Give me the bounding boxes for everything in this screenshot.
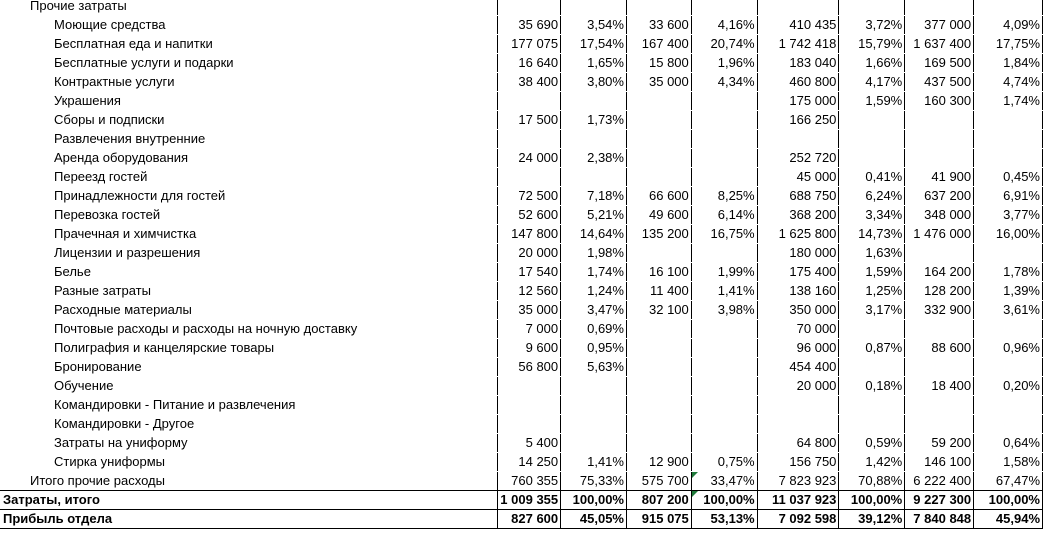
value-cell[interactable]: 175 000 — [757, 92, 839, 111]
value-cell[interactable]: 17 540 — [498, 263, 561, 282]
value-cell[interactable]: 128 200 — [905, 282, 974, 301]
value-cell[interactable]: 45,94% — [974, 510, 1043, 529]
value-cell[interactable]: 49 600 — [626, 206, 691, 225]
value-cell[interactable] — [626, 377, 691, 396]
value-cell[interactable]: 1,73% — [561, 111, 627, 130]
row-label[interactable]: Сборы и подписки — [0, 111, 498, 130]
table-row — [0, 54, 1043, 73]
value-cell[interactable]: 3,98% — [691, 301, 757, 320]
row-label[interactable]: Лицензии и разрешения — [0, 244, 498, 263]
value-cell[interactable]: 1,41% — [691, 282, 757, 301]
value-cell[interactable] — [691, 377, 757, 396]
value-cell[interactable]: 177 075 — [498, 35, 561, 54]
row-label[interactable]: Перевозка гостей — [0, 206, 498, 225]
value-cell[interactable]: 807 200 — [626, 491, 691, 510]
value-cell[interactable] — [974, 320, 1043, 339]
value-cell[interactable]: 16,75% — [691, 225, 757, 244]
value-cell[interactable]: 20 000 — [757, 377, 839, 396]
value-cell[interactable] — [691, 244, 757, 263]
value-cell[interactable]: 135 200 — [626, 225, 691, 244]
value-cell[interactable]: 350 000 — [757, 301, 839, 320]
value-cell[interactable]: 14,64% — [561, 225, 627, 244]
value-cell[interactable]: 454 400 — [757, 358, 839, 377]
row-label[interactable]: Затраты на униформу — [0, 434, 498, 453]
value-cell[interactable] — [691, 111, 757, 130]
table-row — [0, 130, 1043, 149]
cell[interactable] — [757, 0, 839, 16]
value-cell[interactable] — [691, 320, 757, 339]
value-cell[interactable] — [839, 320, 905, 339]
value-cell[interactable]: 5 400 — [498, 434, 561, 453]
value-cell[interactable]: 7,18% — [561, 187, 627, 206]
row-label[interactable]: Контрактные услуги — [0, 73, 498, 92]
value-cell[interactable]: 166 250 — [757, 111, 839, 130]
value-cell[interactable]: 15 800 — [626, 54, 691, 73]
row-label[interactable]: Расходные материалы — [0, 301, 498, 320]
value-cell[interactable]: 18 400 — [905, 377, 974, 396]
value-cell[interactable]: 1,99% — [691, 263, 757, 282]
value-cell[interactable] — [905, 396, 974, 415]
table-row — [0, 301, 1043, 320]
value-cell[interactable] — [626, 130, 691, 149]
value-cell[interactable] — [626, 320, 691, 339]
value-cell[interactable]: 6,91% — [974, 187, 1043, 206]
row-label[interactable]: Бесплатная еда и напитки — [0, 35, 498, 54]
value-cell[interactable] — [561, 434, 627, 453]
cell[interactable] — [691, 0, 757, 16]
value-cell[interactable] — [905, 149, 974, 168]
value-cell[interactable]: 0,96% — [974, 339, 1043, 358]
value-cell[interactable]: 167 400 — [626, 35, 691, 54]
table-row — [0, 225, 1043, 244]
value-cell[interactable]: 410 435 — [757, 16, 839, 35]
row-label[interactable]: Затраты, итого — [0, 491, 498, 510]
value-cell[interactable] — [905, 320, 974, 339]
value-cell[interactable]: 12 900 — [626, 453, 691, 472]
value-cell[interactable] — [839, 130, 905, 149]
value-cell[interactable]: 35 000 — [498, 301, 561, 320]
value-cell[interactable] — [839, 149, 905, 168]
value-cell[interactable]: 1,59% — [839, 263, 905, 282]
value-cell[interactable] — [757, 396, 839, 415]
value-cell[interactable]: 146 100 — [905, 453, 974, 472]
value-cell[interactable] — [905, 358, 974, 377]
table-row — [0, 244, 1043, 263]
row-label[interactable]: Командировки - Питание и развлечения — [0, 396, 498, 415]
row-label[interactable]: Развлечения внутренние — [0, 130, 498, 149]
value-cell[interactable]: 6,24% — [839, 187, 905, 206]
value-cell[interactable]: 7 000 — [498, 320, 561, 339]
row-label[interactable]: Принадлежности для гостей — [0, 187, 498, 206]
value-cell[interactable]: 14,73% — [839, 225, 905, 244]
value-cell[interactable]: 160 300 — [905, 92, 974, 111]
value-cell[interactable]: 24 000 — [498, 149, 561, 168]
value-cell[interactable]: 35 690 — [498, 16, 561, 35]
row-label[interactable]: Аренда оборудования — [0, 149, 498, 168]
value-cell[interactable]: 7 823 923 — [757, 472, 839, 491]
value-cell[interactable]: 1,74% — [561, 263, 627, 282]
value-cell[interactable]: 1 009 355 — [498, 491, 561, 510]
value-cell[interactable] — [691, 358, 757, 377]
value-cell[interactable]: 9 600 — [498, 339, 561, 358]
value-cell[interactable]: 1,74% — [974, 92, 1043, 111]
value-cell[interactable]: 688 750 — [757, 187, 839, 206]
value-cell[interactable]: 437 500 — [905, 73, 974, 92]
value-cell[interactable]: 1,39% — [974, 282, 1043, 301]
value-cell[interactable] — [561, 168, 627, 187]
value-cell[interactable] — [498, 396, 561, 415]
value-cell[interactable] — [691, 92, 757, 111]
value-cell[interactable] — [839, 111, 905, 130]
value-cell[interactable] — [974, 111, 1043, 130]
value-cell[interactable]: 39,12% — [839, 510, 905, 529]
value-cell[interactable] — [561, 92, 627, 111]
value-cell[interactable] — [691, 396, 757, 415]
value-cell[interactable] — [626, 339, 691, 358]
value-cell[interactable]: 1,24% — [561, 282, 627, 301]
value-cell[interactable]: 180 000 — [757, 244, 839, 263]
value-cell[interactable] — [691, 415, 757, 434]
value-cell[interactable] — [839, 396, 905, 415]
row-label[interactable]: Переезд гостей — [0, 168, 498, 187]
value-cell[interactable]: 827 600 — [498, 510, 561, 529]
value-cell[interactable]: 88 600 — [905, 339, 974, 358]
value-cell[interactable] — [498, 415, 561, 434]
value-cell[interactable]: 66 600 — [626, 187, 691, 206]
table-row — [0, 491, 1043, 510]
value-cell[interactable]: 0,95% — [561, 339, 627, 358]
row-label[interactable]: Разные затраты — [0, 282, 498, 301]
value-cell[interactable]: 0,69% — [561, 320, 627, 339]
row-label[interactable]: Прачечная и химчистка — [0, 225, 498, 244]
cell[interactable] — [905, 0, 974, 16]
value-cell[interactable] — [839, 358, 905, 377]
value-cell[interactable]: 7 840 848 — [905, 510, 974, 529]
value-cell[interactable] — [626, 111, 691, 130]
value-cell[interactable]: 1 637 400 — [905, 35, 974, 54]
value-cell[interactable]: 33,47% — [691, 472, 757, 491]
value-cell[interactable]: 1,25% — [839, 282, 905, 301]
value-cell[interactable] — [905, 415, 974, 434]
row-label[interactable]: Полиграфия и канцелярские товары — [0, 339, 498, 358]
cell[interactable] — [498, 0, 561, 16]
value-cell[interactable] — [757, 130, 839, 149]
value-cell[interactable]: 75,33% — [561, 472, 627, 491]
value-cell[interactable]: 377 000 — [905, 16, 974, 35]
table-row — [0, 510, 1043, 529]
value-cell[interactable] — [905, 130, 974, 149]
value-cell[interactable]: 637 200 — [905, 187, 974, 206]
value-cell[interactable]: 45,05% — [561, 510, 627, 529]
value-cell[interactable]: 100,00% — [974, 491, 1043, 510]
value-cell[interactable] — [626, 415, 691, 434]
value-cell[interactable]: 52 600 — [498, 206, 561, 225]
value-cell[interactable]: 67,47% — [974, 472, 1043, 491]
cell[interactable] — [839, 0, 905, 16]
value-cell[interactable]: 156 750 — [757, 453, 839, 472]
value-cell[interactable]: 0,18% — [839, 377, 905, 396]
value-cell[interactable]: 0,75% — [691, 453, 757, 472]
value-cell[interactable] — [626, 396, 691, 415]
value-cell[interactable]: 41 900 — [905, 168, 974, 187]
value-cell[interactable]: 56 800 — [498, 358, 561, 377]
cell[interactable] — [974, 0, 1043, 16]
value-cell[interactable]: 20 000 — [498, 244, 561, 263]
value-cell[interactable]: 2,38% — [561, 149, 627, 168]
value-cell[interactable]: 460 800 — [757, 73, 839, 92]
value-cell[interactable]: 5,21% — [561, 206, 627, 225]
value-cell[interactable]: 4,74% — [974, 73, 1043, 92]
section-header-row — [0, 0, 1043, 16]
value-cell[interactable]: 7 092 598 — [757, 510, 839, 529]
value-cell[interactable]: 64 800 — [757, 434, 839, 453]
value-cell[interactable] — [498, 130, 561, 149]
value-cell[interactable]: 147 800 — [498, 225, 561, 244]
value-cell[interactable]: 17,54% — [561, 35, 627, 54]
value-cell[interactable]: 0,41% — [839, 168, 905, 187]
value-cell[interactable]: 96 000 — [757, 339, 839, 358]
value-cell[interactable]: 45 000 — [757, 168, 839, 187]
value-cell[interactable]: 4,09% — [974, 16, 1043, 35]
value-cell[interactable]: 1,59% — [839, 92, 905, 111]
table-row — [0, 453, 1043, 472]
row-label[interactable]: Итого прочие расходы — [0, 472, 498, 491]
value-cell[interactable]: 12 560 — [498, 282, 561, 301]
value-cell[interactable]: 9 227 300 — [905, 491, 974, 510]
value-cell[interactable]: 0,64% — [974, 434, 1043, 453]
table-row — [0, 73, 1043, 92]
table-row — [0, 92, 1043, 111]
value-cell[interactable]: 1,66% — [839, 54, 905, 73]
value-cell[interactable]: 1,63% — [839, 244, 905, 263]
value-cell[interactable]: 59 200 — [905, 434, 974, 453]
value-cell[interactable]: 332 900 — [905, 301, 974, 320]
value-cell[interactable]: 70 000 — [757, 320, 839, 339]
value-cell[interactable] — [498, 377, 561, 396]
value-cell[interactable]: 3,61% — [974, 301, 1043, 320]
table-row — [0, 187, 1043, 206]
value-cell[interactable] — [974, 358, 1043, 377]
value-cell[interactable]: 8,25% — [691, 187, 757, 206]
value-cell[interactable]: 6 222 400 — [905, 472, 974, 491]
value-cell[interactable] — [561, 377, 627, 396]
value-cell[interactable]: 1 742 418 — [757, 35, 839, 54]
value-cell[interactable]: 0,59% — [839, 434, 905, 453]
value-cell[interactable] — [974, 396, 1043, 415]
value-cell[interactable]: 4,34% — [691, 73, 757, 92]
value-cell[interactable]: 3,54% — [561, 16, 627, 35]
value-cell[interactable] — [626, 244, 691, 263]
value-cell[interactable] — [498, 168, 561, 187]
row-label[interactable]: Бесплатные услуги и подарки — [0, 54, 498, 73]
value-cell[interactable]: 4,16% — [691, 16, 757, 35]
value-cell[interactable] — [974, 244, 1043, 263]
row-label[interactable]: Обучение — [0, 377, 498, 396]
value-cell[interactable] — [561, 415, 627, 434]
value-cell[interactable]: 100,00% — [561, 491, 627, 510]
table-row — [0, 377, 1043, 396]
value-cell[interactable]: 1,65% — [561, 54, 627, 73]
value-cell[interactable]: 35 000 — [626, 73, 691, 92]
table-row — [0, 168, 1043, 187]
table-row — [0, 434, 1043, 453]
value-cell[interactable] — [626, 149, 691, 168]
value-cell[interactable]: 16,00% — [974, 225, 1043, 244]
value-cell[interactable] — [905, 244, 974, 263]
value-cell[interactable]: 3,34% — [839, 206, 905, 225]
table-row — [0, 358, 1043, 377]
table-row — [0, 415, 1043, 434]
value-cell[interactable] — [691, 339, 757, 358]
row-label[interactable]: Командировки - Другое — [0, 415, 498, 434]
value-cell[interactable]: 164 200 — [905, 263, 974, 282]
value-cell[interactable]: 3,77% — [974, 206, 1043, 225]
value-cell[interactable]: 1,98% — [561, 244, 627, 263]
value-cell[interactable]: 348 000 — [905, 206, 974, 225]
value-cell[interactable]: 11 037 923 — [757, 491, 839, 510]
value-cell[interactable]: 16 100 — [626, 263, 691, 282]
value-cell[interactable]: 70,88% — [839, 472, 905, 491]
row-label[interactable]: Прибыль отдела — [0, 510, 498, 529]
table-row — [0, 320, 1043, 339]
value-cell[interactable] — [974, 415, 1043, 434]
cell[interactable] — [561, 0, 627, 16]
value-cell[interactable]: 3,17% — [839, 301, 905, 320]
value-cell[interactable]: 100,00% — [839, 491, 905, 510]
value-cell[interactable]: 5,63% — [561, 358, 627, 377]
table-row — [0, 149, 1043, 168]
table-row — [0, 16, 1043, 35]
section-header-label[interactable]: Прочие затраты — [0, 0, 498, 16]
value-cell[interactable]: 100,00% — [691, 491, 757, 510]
value-cell[interactable] — [691, 434, 757, 453]
value-cell[interactable]: 1,41% — [561, 453, 627, 472]
value-cell[interactable]: 0,87% — [839, 339, 905, 358]
value-cell[interactable]: 11 400 — [626, 282, 691, 301]
value-cell[interactable]: 252 720 — [757, 149, 839, 168]
value-cell[interactable]: 1,78% — [974, 263, 1043, 282]
table-row — [0, 339, 1043, 358]
table-row — [0, 111, 1043, 130]
value-cell[interactable]: 1 625 800 — [757, 225, 839, 244]
table-row — [0, 263, 1043, 282]
value-cell[interactable]: 33 600 — [626, 16, 691, 35]
value-cell[interactable]: 72 500 — [498, 187, 561, 206]
table-row — [0, 396, 1043, 415]
value-cell[interactable]: 3,72% — [839, 16, 905, 35]
table-row — [0, 282, 1043, 301]
value-cell[interactable]: 1,84% — [974, 54, 1043, 73]
value-cell[interactable]: 3,80% — [561, 73, 627, 92]
value-cell[interactable] — [974, 149, 1043, 168]
table-row — [0, 206, 1043, 225]
value-cell[interactable]: 575 700 — [626, 472, 691, 491]
value-cell[interactable] — [626, 92, 691, 111]
value-cell[interactable] — [626, 168, 691, 187]
value-cell[interactable]: 1,96% — [691, 54, 757, 73]
value-cell[interactable]: 6,14% — [691, 206, 757, 225]
value-cell[interactable] — [974, 130, 1043, 149]
value-cell[interactable]: 915 075 — [626, 510, 691, 529]
value-cell[interactable]: 1,58% — [974, 453, 1043, 472]
value-cell[interactable]: 169 500 — [905, 54, 974, 73]
value-cell[interactable]: 138 160 — [757, 282, 839, 301]
value-cell[interactable]: 0,45% — [974, 168, 1043, 187]
value-cell[interactable]: 15,79% — [839, 35, 905, 54]
value-cell[interactable]: 32 100 — [626, 301, 691, 320]
value-cell[interactable]: 368 200 — [757, 206, 839, 225]
value-cell[interactable] — [691, 168, 757, 187]
value-cell[interactable]: 38 400 — [498, 73, 561, 92]
value-cell[interactable] — [498, 92, 561, 111]
table-row — [0, 35, 1043, 54]
value-cell[interactable]: 4,17% — [839, 73, 905, 92]
value-cell[interactable] — [757, 415, 839, 434]
value-cell[interactable]: 1 476 000 — [905, 225, 974, 244]
value-cell[interactable] — [691, 149, 757, 168]
row-label[interactable]: Стирка униформы — [0, 453, 498, 472]
value-cell[interactable]: 17 500 — [498, 111, 561, 130]
value-cell[interactable]: 1,42% — [839, 453, 905, 472]
value-cell[interactable] — [905, 111, 974, 130]
row-label[interactable]: Почтовые расходы и расходы на ночную доставку — [0, 320, 498, 339]
value-cell[interactable]: 175 400 — [757, 263, 839, 282]
row-label[interactable]: Моющие средства — [0, 16, 498, 35]
value-cell[interactable]: 0,20% — [974, 377, 1043, 396]
row-label[interactable]: Бронирование — [0, 358, 498, 377]
cell[interactable] — [626, 0, 691, 16]
value-cell[interactable] — [626, 358, 691, 377]
value-cell[interactable] — [561, 396, 627, 415]
row-label[interactable]: Белье — [0, 263, 498, 282]
table-row — [0, 472, 1043, 491]
value-cell[interactable] — [839, 415, 905, 434]
value-cell[interactable]: 53,13% — [691, 510, 757, 529]
row-label[interactable]: Украшения — [0, 92, 498, 111]
value-cell[interactable]: 183 040 — [757, 54, 839, 73]
value-cell[interactable]: 14 250 — [498, 453, 561, 472]
value-cell[interactable] — [561, 130, 627, 149]
value-cell[interactable]: 20,74% — [691, 35, 757, 54]
value-cell[interactable]: 3,47% — [561, 301, 627, 320]
value-cell[interactable]: 16 640 — [498, 54, 561, 73]
value-cell[interactable]: 760 355 — [498, 472, 561, 491]
value-cell[interactable] — [626, 434, 691, 453]
value-cell[interactable]: 17,75% — [974, 35, 1043, 54]
value-cell[interactable] — [691, 130, 757, 149]
